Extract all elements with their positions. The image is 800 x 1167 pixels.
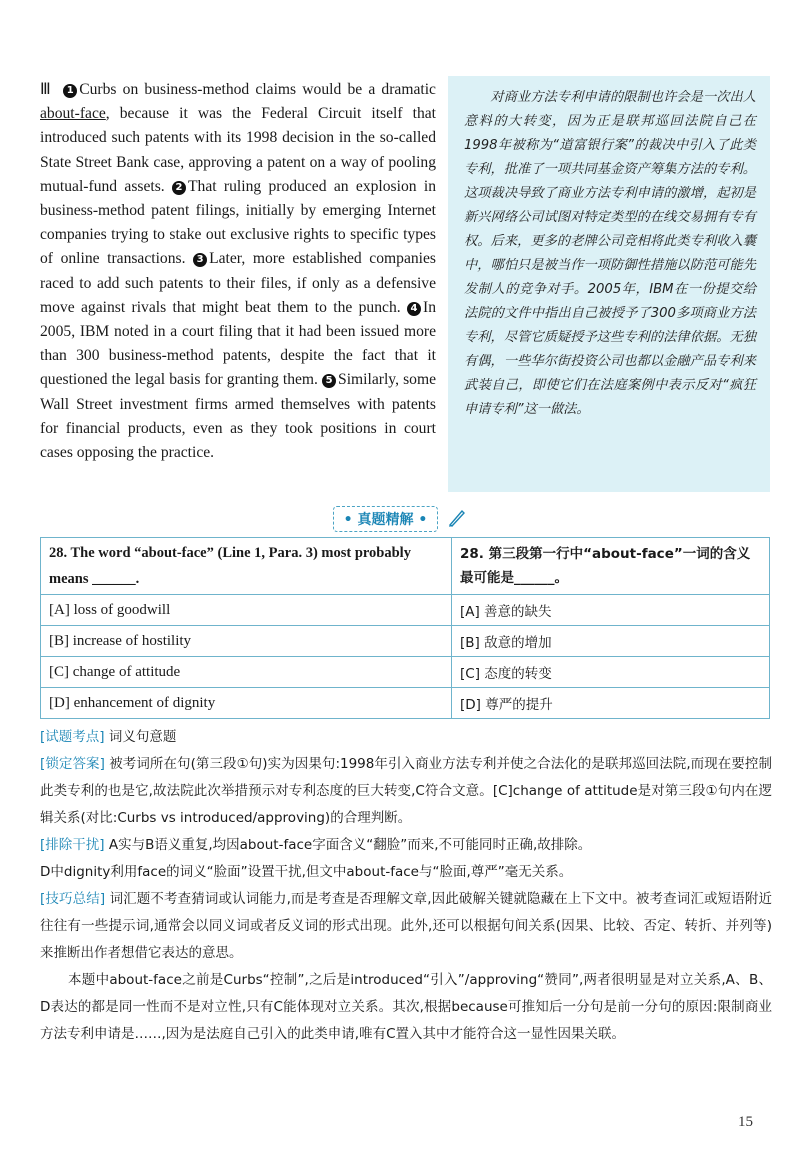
paragraph-numeral: Ⅲ <box>40 81 54 98</box>
option-c-zh: [C] 态度的转变 <box>452 657 770 688</box>
jiqiao-text: 词汇题不考查猜词或认词能力,而是考查是否理解文章,因此破解关键就隐藏在上下文中。被考查词汇或短语附近往往有一些提示词,通常会以同义词或者反义词的形式出现。此外,还可以根据句间关系(因果、比较、否定、转折、并列等)来推断出作者想借它表达的意思。 <box>40 891 772 961</box>
analysis-daan <box>40 751 772 832</box>
pen-icon <box>447 508 467 532</box>
passage-text <box>40 78 436 465</box>
option-row <box>41 626 770 657</box>
tag-jiqiao: [技巧总结] <box>40 891 106 907</box>
option-a-zh: [A] 善意的缺失 <box>452 595 770 626</box>
option-c-en: [C] change of attitude <box>41 657 452 688</box>
option-row <box>41 595 770 626</box>
question-table <box>40 537 770 719</box>
sentence-number: 3 <box>193 253 207 267</box>
kaodian-text: 词义句意题 <box>108 729 177 745</box>
analysis-jiqiao <box>40 886 772 967</box>
translation-text: 对商业方法专利申请的限制也许会是一次出人意料的大转变，因为正是联邦巡回法院自己在1998年被称为“道富银行案”的裁决中引入了此类专利，批准了一项共同基金资产筹集方法的专利。这项裁决导致了商业方法专利申请的激增，起初是新兴网络公司试图对特定类型的在线交易拥有专有权。后来，更多的老牌公司竞相将此类专利收入囊中，哪怕只是被当作一项防御性措施以防范可能先发制人的竞争对手。2005年，IBM在一份提交给法院的文件中指出自己被授予了300多项商业方法专利，尽管它质疑授予这些专利的法律依据。无独有偶，一些华尔街投资公司也都以金融产品专利来武装自己，即使它们在法庭案例中表示反对“疯狂申请专利”这一做法。 <box>464 90 756 417</box>
option-row <box>41 688 770 719</box>
question-stem-row <box>41 538 770 595</box>
option-d-en: [D] enhancement of dignity <box>41 688 452 719</box>
paichu-text: A实与B语义重复,均因about-face字面含义“翻脸”而来,不可能同时正确,故排除。 <box>108 837 592 853</box>
question-stem-zh: 28. 第三段第一行中“about-face”一词的含义最可能是______。 <box>452 538 770 595</box>
analysis-paichu2: D中dignity利用face的词义“脸面”设置干扰,但文中about-face与“脸面,尊严”毫无关系。 <box>40 864 573 880</box>
analysis-section <box>40 724 772 1048</box>
option-d-zh: [D] 尊严的提升 <box>452 688 770 719</box>
sentence-number: 4 <box>407 302 421 316</box>
analysis-kaodian <box>40 724 772 751</box>
analysis-final: 本题中about-face之前是Curbs“控制”,之后是introduced“引入”/approving“赞同”,两者很明显是对立关系,A、B、D表达的都是同一性而不是对立性,只有C能体现对立关系。其次,根据because可推知后一分句是前一分句的原因:限制商业方法专利申请是……,因为是法庭自己引入的此类申请,唯有C置入其中才能符合这一显性因果关联。 <box>40 972 772 1042</box>
tag-paichu: [排除干扰] <box>40 837 105 853</box>
sentence-5: Similarly, some Wall Street investment firms armed themselves with patents for financial products, even as they took positions in court cases opposing the practice. <box>40 371 436 462</box>
translation-box <box>448 76 770 492</box>
page-number: 15 <box>738 1114 753 1130</box>
section-heading: • 真题精解 • <box>333 506 439 532</box>
sentence-number: 5 <box>322 374 336 388</box>
sentence-2: That ruling produced an explosion in business-method patent filings, initially by emerging Internet companies trying to stake out exclusive rights to specific types of online transactions. <box>40 177 436 268</box>
sentence-3: Later, more established companies raced to add such patents to their files, if only as a defensive move against rivals that might beat them to the punch. <box>40 250 436 316</box>
tag-kaodian: [试题考点] <box>40 729 105 745</box>
sentence-number: 2 <box>172 181 186 195</box>
key-term: about-face <box>40 105 106 123</box>
analysis-paichu <box>40 832 772 859</box>
sentence-1a: Curbs on business-method claims would be a dramatic <box>79 81 436 98</box>
sentence-4: In 2005, IBM noted in a court filing that it had been issued more than 300 business-method patents, despite the fact that it questioned the legal basis for granting them. <box>40 298 436 389</box>
option-row <box>41 657 770 688</box>
question-stem-en: 28. The word “about-face” (Line 1, Para. 3) most probably means ______. <box>41 538 452 595</box>
tag-daan: [锁定答案] <box>40 756 105 772</box>
option-b-zh: [B] 敌意的增加 <box>452 626 770 657</box>
option-a-en: [A] loss of goodwill <box>41 595 452 626</box>
sentence-1b: , because it was the Federal Circuit itself that introduced such patents with its 1998 decision in the so-called State Street Bank case, approving a patent on a way of pooling mutual-fund assets. <box>40 105 436 195</box>
section-heading-wrap <box>0 506 800 532</box>
option-b-en: [B] increase of hostility <box>41 626 452 657</box>
daan-text: 被考词所在句(第三段①句)实为因果句:1998年引入商业方法专利并使之合法化的是联邦巡回法院,而现在要控制此类专利的也是它,故法院此次举措预示对专利态度的巨大转变,C符合文意。[C]change of attitude是对第三段①句内在逻辑关系(对比:Curbs vs introduced/approving)的合理判断。 <box>40 756 772 826</box>
sentence-number: 1 <box>63 84 77 98</box>
